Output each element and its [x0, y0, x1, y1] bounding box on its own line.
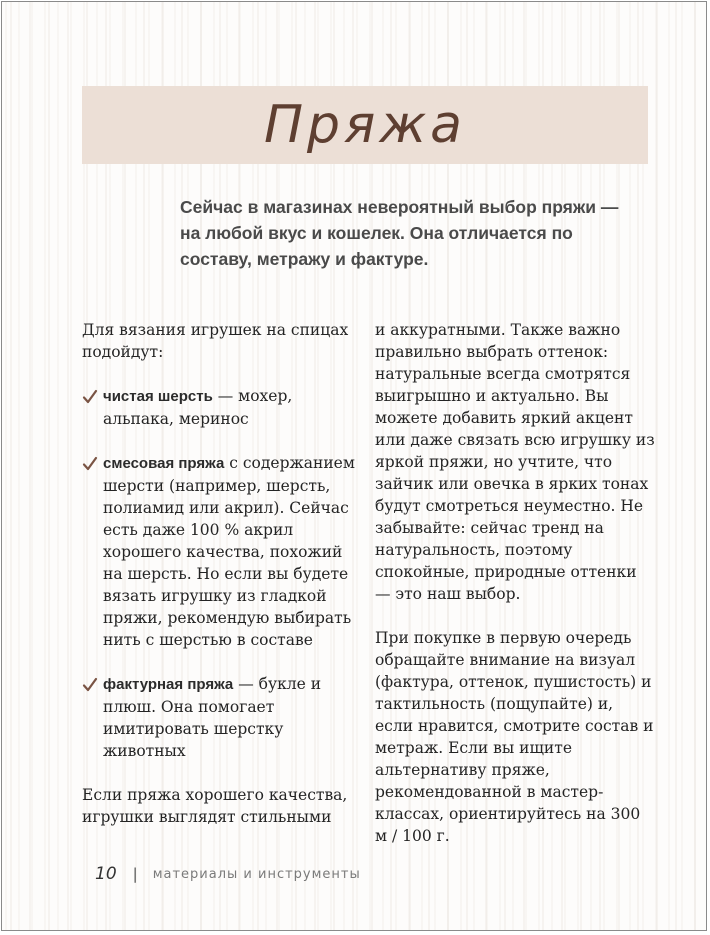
list-item-text: — мохер, альпака, меринос [103, 387, 293, 428]
check-icon [82, 677, 98, 693]
left-column [82, 319, 362, 828]
right-column [375, 319, 655, 847]
list-item [82, 452, 362, 651]
book-page [1, 1, 707, 931]
check-icon [82, 389, 98, 405]
body-paragraph: и аккуратными. Также важно правильно выбрать оттенок: натуральные всегда смотрятся выигрышно и актуально. Вы можете добавить яркий акцент или даже связать всю игрушку из яркой пряжи, но учтите, что зайчик или овечка в ярких тонах будут смотреться неуместно. Не забывайте: сейчас тренд на натуральность, поэтому спокойные, природные оттенки — это наш выбор. [375, 321, 655, 603]
list-item-term: чистая шерсть [103, 388, 213, 405]
lead-paragraph: Сейчас в магазинах невероятный выбор пряжи — на любой вкус и кошелек. Она отличается по составу, метражу и фактуре. [180, 197, 619, 269]
page-title: Пряжа [263, 95, 467, 155]
page-number: 10 [95, 864, 117, 884]
list-item [82, 385, 362, 430]
list-item-term: фактурная пряжа [103, 676, 234, 693]
title-band [82, 86, 648, 164]
check-icon [82, 456, 98, 472]
footer-separator: | [132, 865, 138, 883]
list-item-term: смесовая пряжа [103, 455, 225, 472]
list-item-text: — букле и плюш. Она помогает имитировать шерстку животных [103, 675, 322, 760]
section-name: материалы и инструменты [152, 866, 361, 882]
list-item [82, 673, 362, 762]
list-item-text: с содержанием шерсти (например, шерсть, полиамид или акрил). Сейчас есть даже 100 % акрил хорошего качества, похожий на шерсть. Но если вы будете вязать игрушку из гладкой пряжи, рекомендую выбирать нить с шерстью в составе [103, 454, 355, 649]
intro-paragraph: Для вязания игрушек на спицах подойдут: [82, 321, 349, 361]
body-paragraph: При покупке в первую очередь обращайте внимание на визуал (фактура, оттенок, пушистость) и тактильность (пощупайте) и, если нравится, смотрите состав и метраж. Если вы ищите альтернативу пряже, рекомендованной в мастер-классах, ориентируйтесь на 300 м / 100 г. [375, 629, 654, 845]
outro-paragraph: Если пряжа хорошего качества, игрушки выглядят стильными [82, 786, 348, 826]
page-footer [95, 862, 361, 886]
